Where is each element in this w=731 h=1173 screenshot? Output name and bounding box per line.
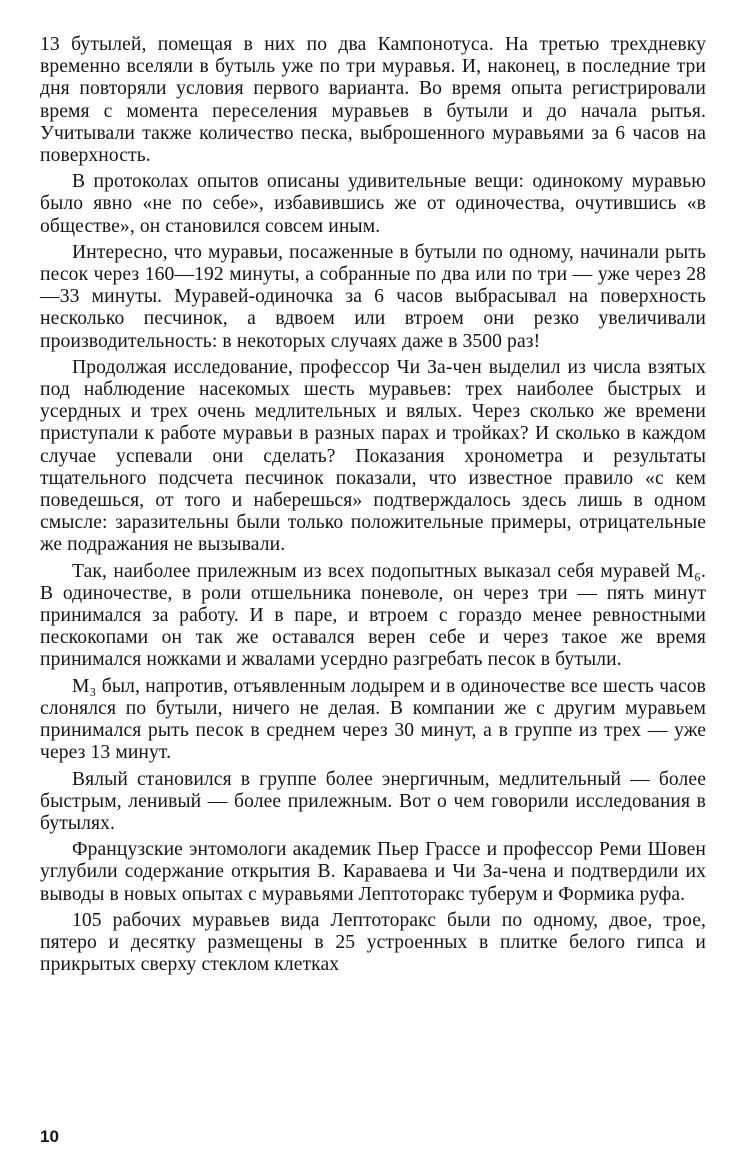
paragraph-3: Интересно, что муравьи, посаженные в бутыли по одному, начинали рыть песок через 160—192 минуты, а собранные по два или по три — уже через 28—33 минуты. Муравей-одиночка за 6 часов выбрасывал на поверхность несколько песчинок, а вдвоем или втроем они резко увеличивали производительность: в некоторых случаях даже в 3500 раз! <box>40 241 706 352</box>
paragraph-5: Так, наиболее прилежным из всех подопытных выказал себя муравей М₆. В одиночестве, в роли отшельника поневоле, он через три — пять минут принимался за работу. И в паре, и втроем с гораздо менее ревностными пескокопами он так же оставался верен себе и через такое же время принимался ножками и жвалами усердно разгребать песок в бутыли. <box>40 560 706 671</box>
page-number: 10 <box>40 1127 59 1146</box>
page-body <box>40 34 706 976</box>
paragraph-2: В протоколах опытов описаны удивительные вещи: одинокому муравью было явно «не по себе», избавившись же от одиночества, очутившись «в обществе», он становился совсем иным. <box>40 171 706 237</box>
paragraph-7: Вялый становился в группе более энергичным, медлительный — более быстрым, ленивый — более прилежным. Вот о чем говорили исследования в бутылях. <box>40 768 706 834</box>
paragraph-9: 105 рабочих муравьев вида Лептоторакс были по одному, двое, трое, пятеро и десятку размещены в 25 устроенных в плитке белого гипса и прикрытых сверху стеклом клетках <box>40 909 706 976</box>
paragraph-1: 13 бутылей, помещая в них по два Кампонотуса. На третью трехдневку временно вселяли в бутыль уже по три муравья. И, наконец, в последние три дня повторяли условия первого варианта. Во время опыта регистрировали время с момента переселения муравьев в бутыли и до начала рытья. Учитывали также количество песка, выброшенного муравьями за 6 часов на поверхность. <box>40 34 706 167</box>
paragraph-4: Продолжая исследование, профессор Чи За-чен выделил из числа взятых под наблюдение насекомых шесть муравьев: трех наиболее быстрых и усердных и трех очень медлительных и вялых. Через сколько же времени приступали к работе муравьи в разных парах и тройках? И сколько в каждом случае успевали они сделать? Показания хронометра и результаты тщательного подсчета песчинок показали, что известное правило «с кем поведешься, от того и наберешься» подтверждалось здесь лишь в одном смысле: заразительны были только положительные примеры, отрицательные же подражания не вызывали. <box>40 356 706 556</box>
paragraph-6: М₃ был, напротив, отъявленным лодырем и в одиночестве все шесть часов слонялся по бутыли, ничего не делая. В компании же с другим муравьем принимался рыть песок в среднем через 30 минут, а в группе из трех — уже через 13 минут. <box>40 675 706 764</box>
paragraph-8: Французские энтомологи академик Пьер Грассе и профессор Реми Шовен углубили содержание открытия В. Караваева и Чи За-чена и подтвердили их выводы в новых опытах с муравьями Лептоторакс туберум и Формика руфа. <box>40 839 706 905</box>
